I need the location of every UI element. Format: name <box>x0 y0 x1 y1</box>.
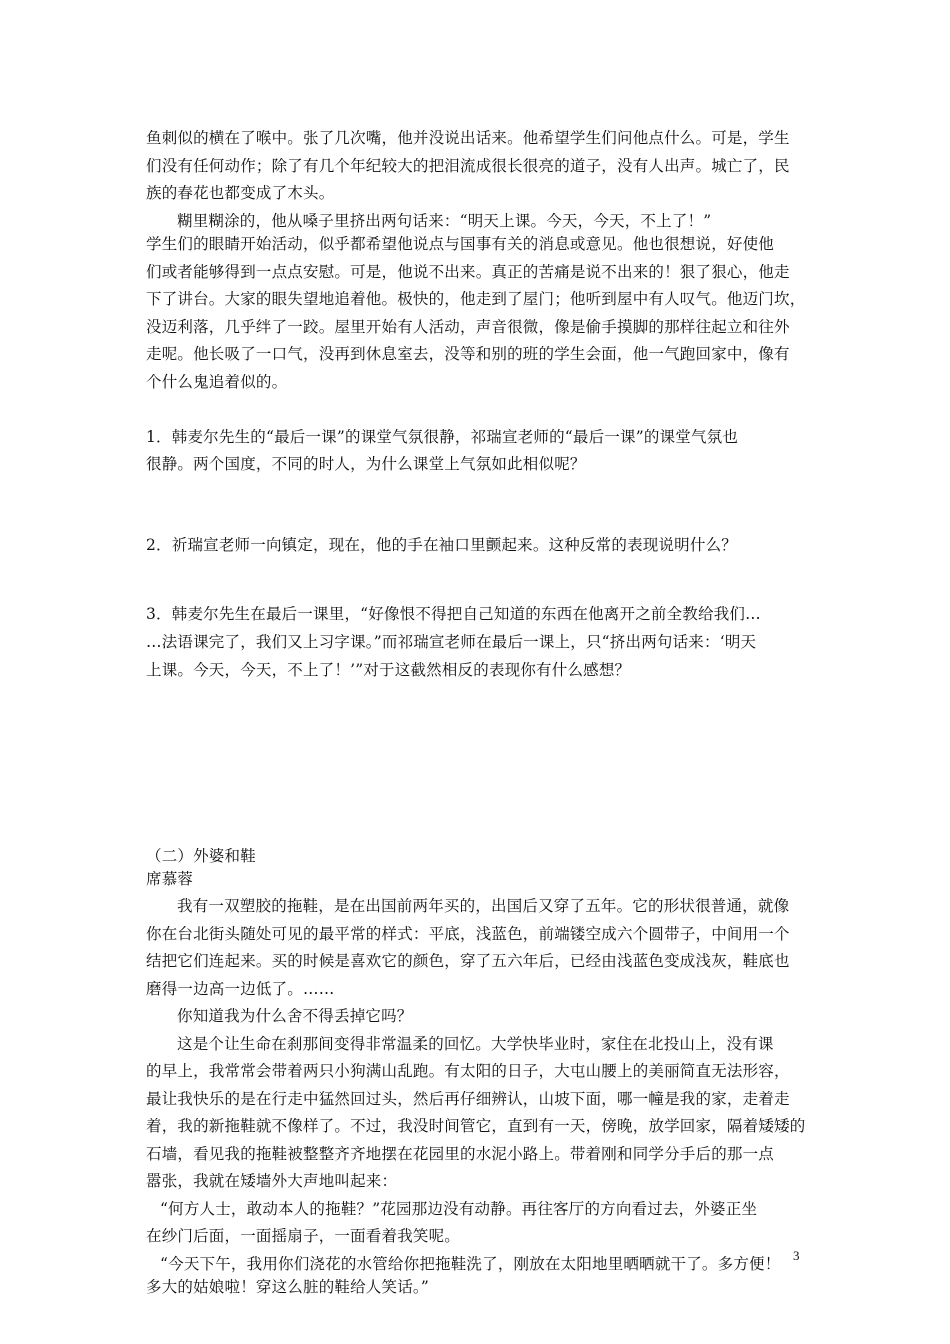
paragraph-line: 下了讲台。大家的眼失望地追着他。极快的，他走到了屋门；他听到屋中有人叹气。他迈门坎， <box>146 290 806 308</box>
paragraph-line: 你在台北街头随处可见的最平常的样式：平底，浅蓝色，前端镂空成六个圆带子，中间用一个 <box>146 925 790 943</box>
paragraph-line: 石墙，看见我的拖鞋被整整齐齐地摆在花园里的水泥小路上。带着刚和同学分手后的那一点 <box>146 1145 775 1163</box>
paragraph-line: 最让我快乐的是在行走中猛然回过头，然后再仔细辨认，山坡下面，哪一幢是我的家，走着走 <box>146 1090 790 1108</box>
paragraph-line: 鱼刺似的横在了喉中。张了几次嘴，他并没说出话来。他希望学生们问他点什么。可是，学生 <box>146 129 790 147</box>
paragraph-line: “何方人士，敢动本人的拖鞋？”花园那边没有动静。再往客厅的方向看过去，外婆正坐 <box>160 1200 758 1218</box>
paragraph-line: 们或者能够得到一点点安慰。可是，他说不出来。真正的苦痛是说不出来的！狠了狠心，他走 <box>146 263 790 281</box>
section-heading: （二）外婆和鞋 <box>146 847 256 865</box>
paragraph-line: 磨得一边高一边低了。…… <box>146 980 335 998</box>
question-line: 很静。两个国度，不同的时人，为什么课堂上气氛如此相似呢？ <box>146 455 586 473</box>
paragraph-line: 这是个让生命在刹那间变得非常温柔的回忆。大学快毕业时，家住在北投山上，没有课 <box>177 1035 774 1053</box>
paragraph-line: “今天下午，我用你们浇花的水管给你把拖鞋洗了，刚放在太阳地里晒晒就干了。多方便！ <box>160 1255 781 1273</box>
paragraph-line: 多大的姑娘啦！穿这么脏的鞋给人笑话。” <box>146 1278 429 1296</box>
paragraph-line: 的早上，我常常会带着两只小狗满山乱跑。有太阳的日子，大屯山腰上的美丽简直无法形容， <box>146 1062 790 1080</box>
paragraph-line: 个什么鬼追着似的。 <box>146 373 288 391</box>
paragraph-line: 嚣张，我就在矮墙外大声地叫起来： <box>146 1172 398 1190</box>
paragraph-line: 结把它们连起来。买的时候是喜欢它的颜色，穿了五六年后，已经由浅蓝色变成浅灰，鞋底也 <box>146 952 790 970</box>
paragraph-line: 没迈利落，几乎绊了一跤。屋里开始有人活动，声音很微，像是偷手摸脚的那样往起立和往外 <box>146 318 790 336</box>
question-line: …法语课完了，我们又上习字课。”而祁瑞宣老师在最后一课上，只“挤出两句话来：‘明天 <box>146 633 757 651</box>
paragraph-line: 族的春花也都变成了木头。 <box>146 184 335 202</box>
paragraph-line: 我有一双塑胶的拖鞋，是在出国前两年买的，出国后又穿了五年。它的形状很普通，就像 <box>177 897 790 915</box>
paragraph-line: 们没有任何动作；除了有几个年纪较大的把泪流成很长很亮的道子，没有人出声。城亡了，民 <box>146 157 790 175</box>
question-line: 2．祈瑞宣老师一向镇定，现在，他的手在袖口里颤起来。这种反常的表现说明什么？ <box>146 536 737 554</box>
paragraph-line: 你知道我为什么舍不得丢掉它吗？ <box>177 1007 413 1025</box>
author-name: 席慕蓉 <box>146 870 194 888</box>
question-line: 3．韩麦尔先生在最后一课里，“好像恨不得把自己知道的东西在他离开之前全教给我们… <box>146 605 761 623</box>
paragraph-line: 在纱门后面，一面摇扇子，一面看着我笑呢。 <box>146 1227 461 1245</box>
paragraph-line: 糊里糊涂的，他从嗓子里挤出两句话来：“明天上课。今天，今天，不上了！” <box>177 212 712 230</box>
paragraph-line: 着，我的新拖鞋就不像样了。不过，我没时间管它，直到有一天，傍晚，放学回家，隔着矮矮的 <box>146 1117 806 1135</box>
paragraph-line: 学生们的眼睛开始活动，似乎都希望他说点与国事有关的消息或意见。他也很想说，好使他 <box>146 235 775 253</box>
paragraph-line: 走呢。他长吸了一口气，没再到休息室去，没等和别的班的学生会面，他一气跑回家中，像有 <box>146 345 790 363</box>
page-number: 3 <box>793 1248 800 1263</box>
question-line: 上课。今天，今天，不上了！’”对于这截然相反的表现你有什么感想？ <box>146 661 631 679</box>
question-line: 1．韩麦尔先生的“最后一课”的课堂气氛很静，祁瑞宣老师的“最后一课”的课堂气氛也 <box>146 428 739 446</box>
